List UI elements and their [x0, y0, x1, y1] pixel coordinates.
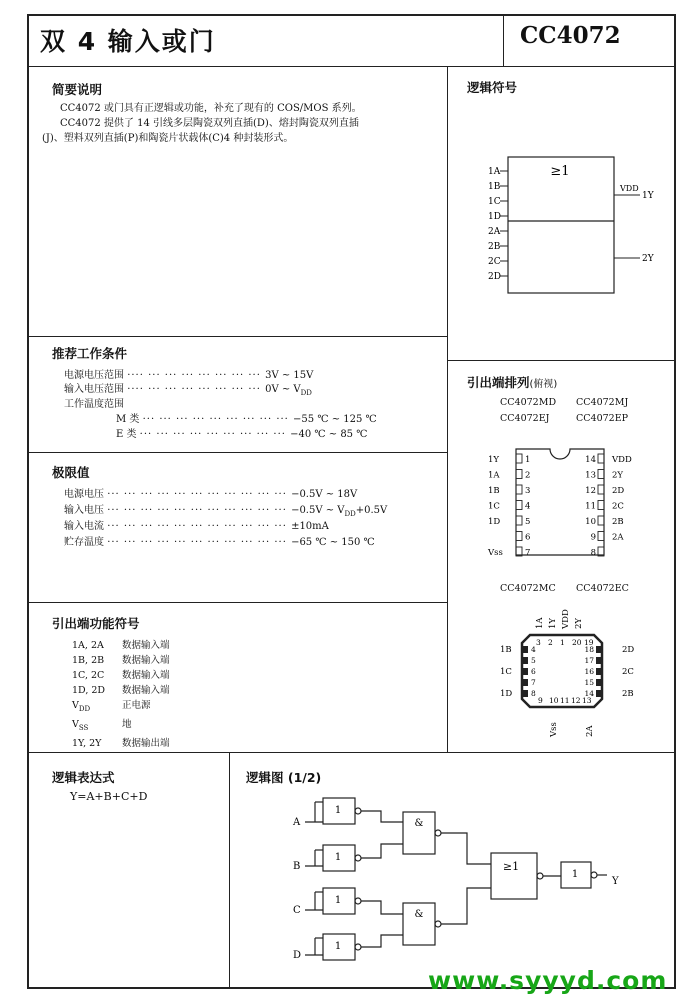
dip-pin-number: 5 [525, 517, 531, 527]
limit-row: 电源电压 ··· ··· ··· ··· ··· ··· ··· ··· ··· ··· ··· −0.5V ~ 18V [64, 489, 358, 500]
output-label: Y [612, 876, 619, 887]
dip-pin [516, 470, 522, 479]
dip-pin-number: 4 [525, 501, 531, 512]
recommended-heading: 推荐工作条件 [52, 346, 128, 361]
lcc-pin-name: 2C [622, 667, 634, 677]
lcc-pin [596, 657, 601, 664]
logic-symbol-diagram [470, 150, 670, 300]
lcc-package-diagram [490, 605, 650, 745]
brief-heading: 简要说明 [52, 82, 103, 97]
lcc-pin-number: 15 [584, 678, 594, 687]
and-label: & [414, 909, 424, 920]
lcc-pin-number: 8 [531, 689, 536, 698]
brief-para [42, 101, 440, 146]
pin-function-row [72, 668, 170, 683]
lcc-pin-name: 2Y [574, 617, 584, 629]
brief-line-1: CC4072 或门具有正逻辑或功能，补充了现有的 COS/MOS 系列。 [60, 103, 362, 114]
pin-symbol: V [72, 700, 79, 711]
output-label: 1Y [642, 191, 654, 201]
dip-pin-name: 1A [488, 470, 500, 481]
divider [27, 336, 447, 337]
dip-pin [516, 532, 522, 541]
divider [27, 752, 676, 753]
dip-package-diagram [480, 445, 660, 565]
logic-diagram-heading: 逻辑图 (1/2) [246, 770, 322, 785]
dip-pin-number: 14 [585, 455, 596, 465]
lcc-pin-number: 5 [531, 656, 536, 665]
model-name: CC4072MD [500, 397, 557, 408]
limit-label: 输入电流 [64, 521, 104, 532]
logic-diagram [285, 790, 645, 975]
dip-pin-number: 8 [590, 548, 596, 558]
lcc-pin-number: 12 [571, 696, 581, 705]
expression-heading: 逻辑表达式 [52, 770, 115, 785]
dip-pin-name: 2D [612, 486, 625, 496]
divider [229, 752, 230, 989]
and-label: & [414, 818, 424, 829]
rec-value: 0V ~ V [265, 384, 301, 395]
subscript: SS [78, 723, 89, 732]
pin-symbol: 1D, 2D [72, 685, 106, 696]
rec-label: 输入电压范围 [64, 384, 124, 395]
pin-desc: 地 [122, 718, 132, 730]
lcc-pin-number: 17 [584, 656, 594, 665]
limit-value: ±10mA [291, 521, 329, 532]
limit-row: 贮存温度 ··· ··· ··· ··· ··· ··· ··· ··· ··· ··· ··· −65 ℃ ~ 150 ℃ [64, 537, 375, 548]
buffer-label: 1 [334, 941, 342, 952]
logic-expression: Y=A+B+C+D [70, 790, 148, 803]
input-label: 2C [488, 257, 501, 267]
part-number: CC4072 [520, 22, 621, 49]
input-label: 1C [488, 197, 501, 207]
rec-label: 工作温度范围 [64, 399, 124, 410]
pin-function-row [72, 683, 170, 698]
buffer-label: 1 [571, 869, 579, 880]
buffer-label: 1 [334, 805, 342, 816]
limit-label: 贮存温度 [64, 537, 104, 548]
lcc-pin [596, 646, 601, 653]
lcc-pin-name: 1C [500, 667, 512, 677]
lcc-pin-number: 4 [531, 645, 536, 654]
limit-row: 输入电流 ··· ··· ··· ··· ··· ··· ··· ··· ··· ··· ··· ±10mA [64, 521, 329, 532]
divider [27, 452, 447, 453]
pin-function-row [72, 698, 170, 717]
subscript: DD [78, 704, 91, 713]
lcc-pin-name: 1A [535, 617, 545, 629]
lcc-pin [523, 657, 528, 664]
input-label: B [293, 861, 301, 872]
model-name: CC4072EJ [500, 413, 550, 424]
dip-pin-number: 13 [585, 470, 596, 481]
dip-pin-name: VDD [612, 455, 632, 465]
dip-pin [598, 485, 604, 494]
lcc-pin [596, 690, 601, 697]
model-name: CC4072EC [576, 583, 629, 594]
pin-function-row [72, 638, 170, 653]
lcc-pin-name: VDD [561, 609, 571, 629]
dip-pin-name: 1D [488, 517, 501, 527]
lcc-pin-number: 18 [584, 645, 594, 654]
rec-label: E 类 [116, 429, 137, 440]
dip-pin-number: 11 [585, 501, 596, 512]
lcc-pin-name: 2D [622, 645, 635, 655]
pin-function-heading: 引出端功能符号 [52, 616, 140, 631]
lcc-pin-number: 20 [572, 638, 582, 647]
pinout-note: (俯视) [529, 379, 558, 390]
dip-pin-name: 2B [612, 517, 624, 527]
pin-desc: 数据输入端 [122, 655, 170, 666]
pin-desc: 正电源 [122, 700, 151, 711]
input-label: 2A [488, 227, 501, 237]
lcc-pin-name: 2B [622, 689, 634, 699]
lcc-pin [523, 668, 528, 675]
lcc-pin-name: Vss [549, 722, 559, 737]
divider [447, 66, 448, 752]
limit-value: −65 ℃ ~ 150 ℃ [291, 537, 375, 548]
dip-pin-name: 2C [612, 501, 624, 512]
rec-row [64, 395, 124, 410]
dip-pin-name: 1C [488, 501, 500, 512]
lcc-pin-name: 1Y [548, 617, 558, 629]
input-label: A [293, 817, 301, 828]
dip-pin [516, 485, 522, 494]
lcc-pin-number: 3 [536, 638, 541, 647]
pinout-title: 引出端排列 [467, 375, 530, 390]
lcc-pin-number: 16 [584, 667, 594, 676]
divider [447, 360, 676, 361]
input-label: 1D [488, 212, 501, 222]
buffer-label: 1 [334, 852, 342, 863]
dip-pin-number: 6 [525, 532, 531, 543]
limit-value: −0.5V ~ V [291, 505, 345, 516]
pin-desc: 数据输入端 [122, 670, 170, 681]
lcc-pin [523, 690, 528, 697]
pin-function-row [72, 717, 170, 736]
dip-pin-name: 2Y [612, 470, 624, 481]
lcc-pin [523, 679, 528, 686]
input-label: 1B [488, 182, 501, 192]
dip-pin-number: 12 [585, 486, 596, 496]
rec-value: −55 ℃ ~ 125 ℃ [293, 414, 377, 425]
rec-row: 输入电压范围 ···· ··· ··· ··· ··· ··· ··· ··· 0V ~ $V_{DD}$ [64, 384, 312, 397]
pin-symbol: 1B, 2B [72, 655, 105, 666]
pin-symbol: 1A, 2A [72, 640, 104, 651]
lcc-pin-name: 1D [500, 689, 513, 699]
vdd-label: VDD [620, 184, 639, 193]
pin-function-row [72, 736, 170, 751]
pin-symbol: V [72, 718, 79, 730]
dip-pin [598, 470, 604, 479]
dip-pin [598, 454, 604, 463]
divider [27, 602, 447, 603]
divider [503, 14, 504, 66]
dip-pin-number: 10 [585, 517, 596, 527]
limit-label: 输入电压 [64, 505, 104, 516]
dip-pin-number: 9 [590, 532, 596, 543]
lcc-pin-name: 1B [500, 645, 512, 655]
limits-heading: 极限值 [52, 465, 90, 480]
pinout-heading [467, 373, 557, 391]
pin-desc: 数据输出端 [122, 737, 170, 749]
model-name: CC4072EP [576, 413, 629, 424]
dip-pin [516, 501, 522, 510]
model-name: CC4072MC [500, 583, 556, 594]
pin-function-row [72, 653, 170, 668]
dip-pin-name: 1Y [488, 455, 500, 465]
lcc-models [500, 583, 629, 594]
limit-value: −0.5V ~ 18V [291, 489, 358, 500]
lcc-pin-number: 1 [560, 638, 565, 647]
logic-symbol-heading: 逻辑符号 [467, 80, 518, 95]
pin-symbol: 1Y, 2Y [72, 737, 102, 749]
buffer-label: 1 [334, 895, 342, 906]
dip-pin [598, 532, 604, 541]
pin-desc: 数据输入端 [122, 685, 170, 696]
rec-row: M 类 ··· ··· ··· ··· ··· ··· ··· ··· ··· −55 ℃ ~ 125 ℃ [116, 414, 377, 425]
pin-desc: 数据输入端 [122, 640, 170, 651]
rec-label: M 类 [116, 414, 140, 425]
rec-row: E 类 ··· ··· ··· ··· ··· ··· ··· ··· ··· −40 ℃ ~ 85 ℃ [116, 429, 368, 440]
limit-label: 电源电压 [64, 489, 104, 500]
lcc-pin-name: 2A [585, 725, 595, 737]
dip-pin [516, 516, 522, 525]
dip-pin [516, 454, 522, 463]
dip-pin-name: 2A [612, 532, 624, 543]
input-label: C [293, 905, 301, 916]
or-label: ≥1 [502, 860, 520, 873]
lcc-pin-number: 10 [549, 696, 559, 705]
limit-row: 输入电压 ··· ··· ··· ··· ··· ··· ··· ··· ··· ··· ··· −0.5V ~ $V_{DD}+0.5V$ [64, 505, 388, 518]
lcc-pin-number: 19 [584, 638, 594, 647]
input-label: 2D [488, 272, 501, 282]
dip-pin [598, 501, 604, 510]
dip-pin-number: 7 [525, 548, 531, 558]
rec-label: 电源电压范围 [64, 370, 124, 381]
gate-symbol-label: ≥1 [550, 164, 570, 179]
input-label: D [293, 950, 302, 961]
dip-models [500, 395, 628, 427]
watermark: www.syyyd.com [428, 966, 668, 995]
lcc-pin-number: 11 [560, 696, 570, 705]
page-title: 双 4 输入或门 [40, 27, 216, 56]
input-label: 1A [488, 167, 501, 177]
input-label: 2B [488, 242, 501, 252]
brief-line-3: (J)、塑料双列直插(P)和陶瓷片状载体(C)4 种封装形式。 [42, 133, 294, 144]
lcc-pin-number: 9 [538, 696, 543, 705]
pin-symbol: 1C, 2C [72, 670, 105, 681]
lcc-pin-number: 13 [582, 696, 592, 705]
dip-pin-name: Vss [488, 548, 503, 558]
lcc-pin-number: 14 [584, 689, 594, 698]
lcc-pin-number: 6 [531, 667, 536, 676]
pin-function-list [72, 638, 170, 751]
dip-pin-number: 1 [525, 455, 531, 465]
rec-row: 电源电压范围 ···· ··· ··· ··· ··· ··· ··· ··· 3V ~ 15V [64, 370, 314, 381]
lcc-pin [596, 668, 601, 675]
dip-pin [598, 516, 604, 525]
lcc-pin-number: 2 [548, 638, 553, 647]
rec-value: −40 ℃ ~ 85 ℃ [290, 429, 368, 440]
output-label: 2Y [642, 254, 654, 264]
divider [27, 66, 676, 67]
brief-line-2: CC4072 提供了 14 引线多层陶瓷双列直插(D)、熔封陶瓷双列直插 [60, 118, 359, 129]
rec-value: 3V ~ 15V [265, 370, 314, 381]
limit-value-tail: +0.5V [355, 505, 388, 516]
subscript: DD [344, 510, 356, 518]
model-name: CC4072MJ [576, 397, 629, 408]
dip-pin-number: 3 [525, 486, 531, 496]
lcc-pin [596, 679, 601, 686]
dip-pin-name: 1B [488, 486, 500, 496]
subscript: DD [300, 389, 312, 397]
lcc-pin-number: 7 [531, 678, 536, 687]
lcc-pin [523, 646, 528, 653]
dip-pin-number: 2 [525, 470, 531, 481]
